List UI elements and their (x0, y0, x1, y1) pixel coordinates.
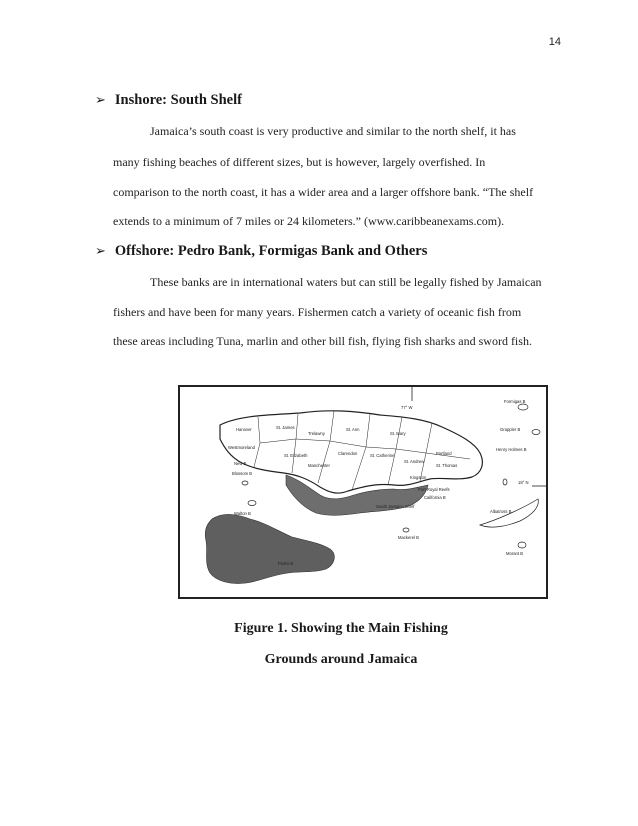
parallel-label: 18° N (518, 480, 529, 485)
st-catherine-label: St. Catherine (370, 453, 395, 458)
blossom-label: Blossom B (232, 471, 253, 476)
south-shelf-label: South Jamaica Shelf (376, 504, 415, 509)
st-ann-label: St. Ann (346, 427, 360, 432)
paragraph-line: many fishing beaches of different sizes, but is however, largely overfished. In (113, 155, 486, 169)
heading-text: Offshore: Pedro Bank, Formigas Bank and Others (114, 243, 428, 259)
california-label: California B (424, 495, 446, 500)
manchester-label: Manchester (308, 463, 330, 468)
kingston-label: Kingston (410, 475, 427, 480)
hanover-label: Hanover (236, 427, 252, 432)
formigas-label: Formigas B (504, 399, 526, 404)
st-james-label: St. James (276, 425, 295, 430)
st-thomas-label: St. Thomas (436, 463, 458, 468)
heading-text: Inshore: South Shelf (114, 92, 242, 108)
section-heading-offshore (95, 243, 427, 260)
albatross-label: Albatross B (490, 509, 512, 514)
map-graphic (180, 387, 546, 597)
henry-holmes-label: Henry Holmes B (496, 447, 527, 452)
paragraph-line: extends to a minimum of 7 miles or 24 kilometers.” (www.caribbeanexams.com). (113, 214, 505, 228)
pedro-bank-area (205, 514, 334, 583)
bullet-arrow-icon: ➢ (95, 244, 106, 259)
westmoreland-label: Westmoreland (228, 445, 255, 450)
paragraph-line: Jamaica’s south coast is very productive and similar to the north shelf, it has (150, 124, 516, 138)
clarendon-label: Clarendon (338, 451, 358, 456)
paragraph-line: These banks are in international waters but can still be legally fished by Jamaican (150, 275, 542, 289)
mackerel-label: Mackerel B (398, 535, 419, 540)
figure-caption-line1: Figure 1. Showing the Main Fishing (234, 621, 448, 636)
st-mary-label: St. Mary (390, 431, 406, 436)
fishing-grounds-map (178, 385, 548, 599)
portland-label: Portland (436, 451, 452, 456)
meridian-label: 77° W (401, 405, 413, 410)
figure-caption-line2: Grounds around Jamaica (264, 652, 418, 667)
trelawny-label: Trelawny (308, 431, 325, 436)
paragraph-line: comparison to the north coast, it has a wider area and a larger offshore bank. “The shelf (113, 185, 534, 199)
section-heading-inshore (95, 92, 242, 109)
paragraph-line: fishers and have been for many years. Fishermen catch a variety of oceanic fish from (113, 305, 522, 319)
st-andrew-label: St. Andrew (404, 459, 425, 464)
pedro-label: Pedro B (278, 561, 294, 566)
page-number: 14 (548, 36, 561, 48)
paragraph-line: these areas including Tuna, marlin and other bill fish, flying fish sharks and sword fish. (113, 334, 532, 348)
bullet-arrow-icon: ➢ (95, 93, 106, 108)
walton-label: Walton B (234, 511, 251, 516)
morant-label: Morant B (506, 551, 523, 556)
new-b-label: New B (234, 461, 247, 466)
port-royal-label: Port Royal Reefs (418, 487, 450, 492)
grappler-label: Grappler B (500, 427, 521, 432)
st-elizabeth-label: St. Elizabeth (284, 453, 308, 458)
